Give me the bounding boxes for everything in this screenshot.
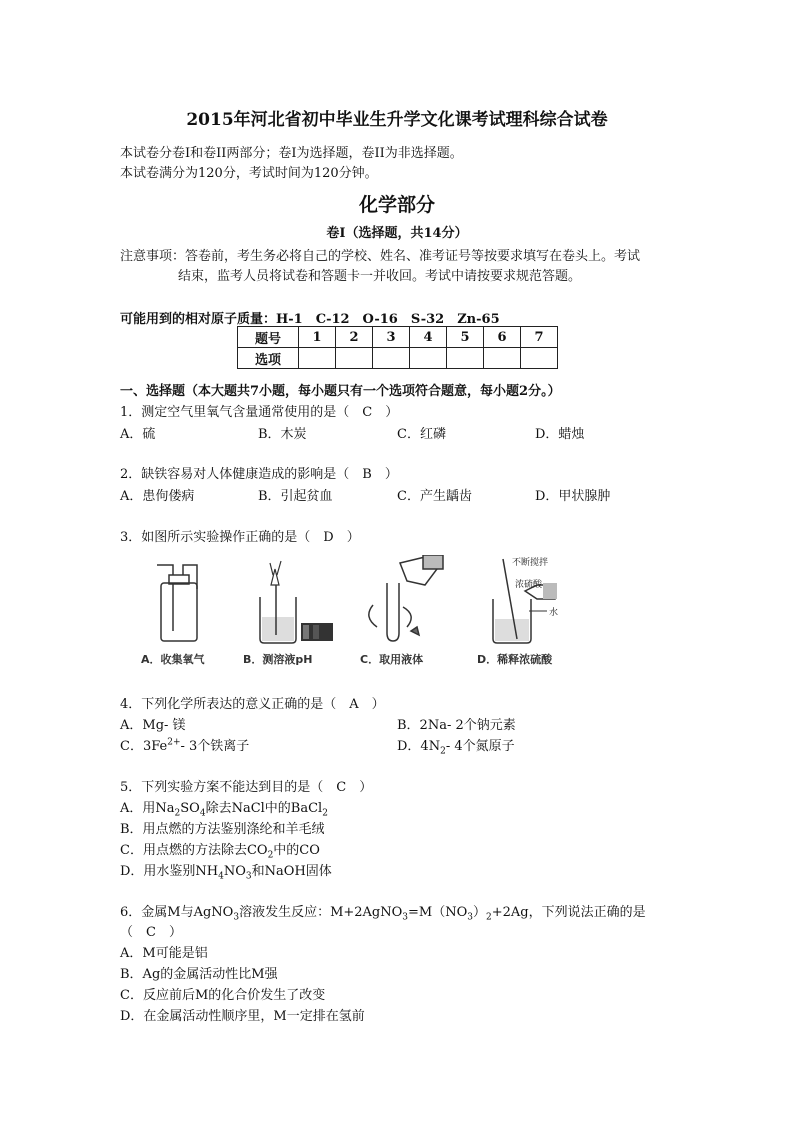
q6-option-c: C．反应前后M的化合价发生了改变 (120, 988, 326, 1003)
answer-cell[interactable] (521, 348, 558, 369)
q5-option-d (120, 860, 332, 882)
q5-a-sub: 4 (199, 808, 206, 819)
q4-d-sub: 2 (440, 746, 446, 757)
q5-a-text: SO (180, 801, 200, 816)
q5-option-c (120, 839, 320, 861)
intro-line-1: 本试卷分卷I和卷II两部分；卷I为选择题，卷II为非选择题。 (120, 146, 463, 161)
acid-label: 浓硫酸 (515, 580, 543, 590)
q5-a-text: A．用Na (120, 801, 175, 816)
gas-bottle-illustration (157, 565, 197, 641)
q5-d-text: 和NaOH固体 (251, 864, 332, 879)
q5-a-sub: 2 (174, 808, 181, 819)
q6-text: 溶液发生反应：M+2AgNO (239, 905, 403, 920)
q4-option-c (120, 735, 249, 754)
q1-option-a: A．硫 (120, 427, 156, 442)
q6-text: 6．金属M与AgNO (120, 905, 234, 920)
answer-number: 2 (336, 327, 373, 348)
stir-label: 不断搅拌 (512, 558, 549, 568)
q5-option-a (120, 797, 328, 819)
q5-a-text: 除去NaCl中的BaCl (205, 801, 323, 816)
q4-c-text-post: - 3个铁离子 (180, 739, 250, 754)
q1-stem: 1．测定空气里氧气含量通常使用的是（ C ） (120, 405, 399, 420)
exam-title: 2015年河北省初中毕业生升学文化课考试理科综合试卷 (186, 110, 608, 130)
q6-option-a: A．M可能是铝 (120, 946, 208, 961)
answer-number: 1 (299, 327, 336, 348)
q6-text: ） (473, 905, 487, 920)
answer-number: 5 (447, 327, 484, 348)
answer-number: 6 (484, 327, 521, 348)
volume-title: 卷Ⅰ（选择题，共14分） (326, 226, 468, 241)
q4-option-d (397, 735, 515, 757)
q2-option-d: D．甲状腺肿 (535, 489, 611, 504)
q5-d-text: NO (223, 864, 246, 879)
answer-cell[interactable] (299, 348, 336, 369)
q1-option-c: C．红磷 (397, 427, 446, 442)
q2-stem: 2．缺铁容易对人体健康造成的影响是（ B ） (120, 467, 398, 482)
caption-c: C．取用液体 (360, 653, 424, 666)
notice-line-1: 注意事项：答卷前，考生务必将自己的学校、姓名、准考证号等按要求填写在卷头上。考试 (120, 249, 641, 264)
q3-stem: 3．如图所示实验操作正确的是（ D ） (120, 530, 360, 545)
answer-table (237, 326, 558, 369)
q4-d-text: D．4N (397, 739, 441, 754)
pour-liquid-illustration (369, 555, 443, 641)
q5-d-sub: 3 (245, 871, 252, 882)
q4-c-text: C．3Fe (120, 739, 168, 754)
q5-c-text: C．用点燃的方法除去CO (120, 843, 268, 858)
atomic-mass-line: 可能用到的相对原子质量：H-1 C-12 O-16 S-32 Zn-65 (120, 312, 500, 327)
q4-c-sup: 2+ (167, 737, 181, 748)
answer-cell[interactable] (336, 348, 373, 369)
q6-stem (120, 901, 646, 923)
part-heading: 一、选择题（本大题共7小题，每小题只有一个选项符合题意，每小题2分。） (120, 384, 561, 399)
q1-option-b: B．木炭 (258, 427, 307, 442)
q5-c-text-post: 中的CO (273, 843, 320, 858)
caption-a: A．收集氧气 (141, 653, 205, 666)
water-label: 水 (549, 608, 559, 618)
caption-b: B．测溶液pH (243, 653, 313, 666)
q4-d-text-post: - 4个氮原子 (445, 739, 515, 754)
q6-option-b: B．Ag的金属活动性比M强 (120, 967, 278, 982)
q6-answer-bracket: （ C ） (120, 925, 182, 940)
dilute-acid-illustration (493, 559, 557, 643)
q5-stem: 5．下列实验方案不能达到目的是（ C ） (120, 780, 373, 795)
answer-table-choice-row (238, 348, 558, 369)
q2-option-c: C．产生龋齿 (397, 489, 472, 504)
q5-d-text: D．用水鉴别NH (120, 864, 219, 879)
section-title: 化学部分 (358, 194, 435, 216)
notice-line-2: 结束，监考人员将试卷和答题卡一并收回。考试中请按要求规范答题。 (178, 269, 582, 284)
answer-cell[interactable] (410, 348, 447, 369)
answer-number: 7 (521, 327, 558, 348)
q5-option-b: B．用点燃的方法鉴别涤纶和羊毛绒 (120, 822, 325, 837)
answer-table-row-label: 选项 (238, 348, 299, 369)
q5-d-sub: 4 (218, 871, 224, 882)
q6-sub: 3 (467, 912, 473, 923)
answer-number: 3 (373, 327, 410, 348)
q6-text: +2Ag，下列说法正确的是 (491, 905, 646, 920)
q2-option-a: A．患佝偻病 (120, 489, 195, 504)
q6-sub: 2 (486, 912, 492, 923)
answer-cell[interactable] (447, 348, 484, 369)
intro-line-2: 本试卷满分为120分，考试时间为120分钟。 (120, 166, 378, 181)
q4-option-a: A．Mg- 镁 (120, 718, 186, 733)
q5-a-sub: 2 (322, 808, 328, 819)
q6-option-d: D．在金属活动性顺序里，M一定排在氢前 (120, 1009, 365, 1024)
q1-option-d: D．蜡烛 (535, 427, 585, 442)
q5-c-sub: 2 (267, 850, 274, 861)
q6-sub: 3 (402, 912, 409, 923)
q4-option-b: B．2Na- 2个钠元素 (397, 718, 516, 733)
answer-table-header-row (238, 327, 558, 348)
q3-figure (125, 555, 595, 670)
answer-cell[interactable] (484, 348, 521, 369)
caption-d: D．稀释浓硫酸 (477, 653, 553, 666)
q6-text: =M（NO (408, 905, 468, 920)
answer-number: 4 (410, 327, 447, 348)
ph-test-illustration (260, 561, 333, 643)
q6-sub: 3 (233, 912, 240, 923)
q2-option-b: B．引起贫血 (258, 489, 333, 504)
answer-cell[interactable] (373, 348, 410, 369)
q4-stem: 4．下列化学所表达的意义正确的是（ A ） (120, 697, 385, 712)
answer-table-header-label: 题号 (238, 327, 299, 348)
